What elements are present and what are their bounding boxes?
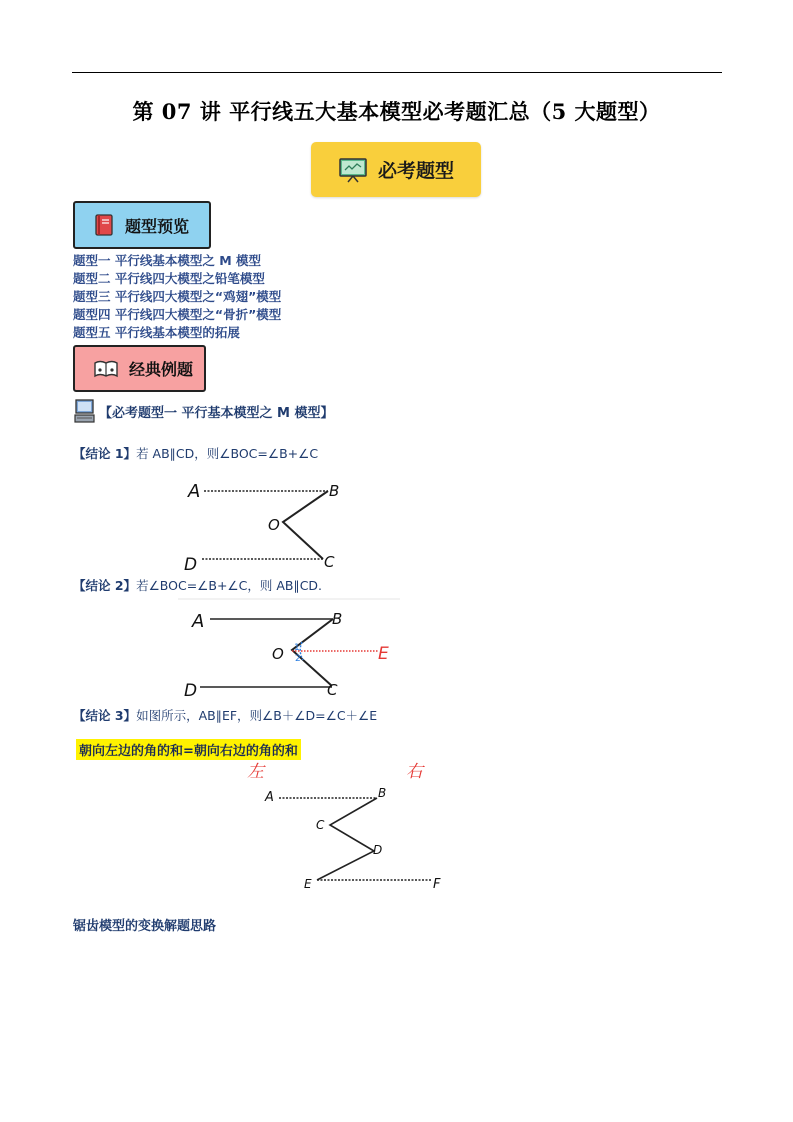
- footer-text: 锯齿模型的变换解题思路: [73, 919, 217, 934]
- svg-text:2: 2: [295, 654, 301, 664]
- computer-icon: [73, 398, 97, 424]
- conclusion-tag: 【结论 3】: [73, 708, 137, 723]
- toc-item[interactable]: 题型四 平行线四大模型之“骨折”模型: [73, 307, 282, 322]
- conclusion-tag: 【结论 2】: [73, 578, 137, 593]
- label-b: B: [378, 786, 387, 800]
- conclusion-3: [73, 706, 377, 724]
- svg-text:1: 1: [294, 643, 300, 653]
- annotation-left: 左: [247, 762, 264, 782]
- label-e: E: [304, 877, 312, 891]
- whiteboard-icon: [338, 157, 368, 183]
- conclusion-2: [73, 576, 322, 594]
- toc-item[interactable]: 题型二 平行线四大模型之铅笔模型: [73, 271, 265, 286]
- label-b: B: [332, 610, 343, 628]
- toc-list: [73, 252, 281, 342]
- label-d: D: [373, 843, 383, 857]
- section-heading-label: 【必考题型一 平行基本模型之 M 模型】: [99, 405, 334, 421]
- conclusion-text: 若 AB∥CD，则∠BOC=∠B+∠C: [136, 446, 319, 461]
- label-f: F: [433, 877, 441, 892]
- toc-item[interactable]: 题型五 平行线基本模型的拓展: [73, 325, 240, 340]
- label-a: A: [265, 790, 274, 805]
- book-icon: [93, 213, 115, 237]
- label-o: O: [272, 645, 284, 663]
- top-rule: [72, 72, 722, 73]
- label-c: C: [316, 818, 325, 832]
- must-test-label: 必考题型: [377, 160, 454, 182]
- conclusion-text: 如图所示，AB∥EF，则∠B＋∠D=∠C＋∠E: [136, 708, 378, 723]
- conclusion-1: [73, 444, 318, 462]
- conclusion-text: 若∠BOC=∠B+∠C，则 AB∥CD.: [136, 578, 323, 593]
- label-c: C: [327, 681, 338, 699]
- examples-badge: [73, 345, 206, 392]
- label-a: A: [192, 611, 205, 632]
- zigzag: [317, 798, 377, 880]
- label-o: O: [268, 516, 280, 534]
- zigzag-boc: [283, 491, 328, 559]
- toc-item[interactable]: 题型三 平行线四大模型之“鸡翅”模型: [73, 289, 282, 304]
- toc-item[interactable]: 题型一 平行线基本模型之 M 模型: [73, 253, 261, 268]
- section-heading: [73, 398, 334, 424]
- figure-2: [178, 598, 408, 702]
- label-e: E: [378, 644, 389, 664]
- label-a: A: [188, 481, 201, 502]
- figure-1: [178, 474, 348, 574]
- page-title: 第 07 讲 平行线五大基本模型必考题汇总（5 大题型）: [132, 99, 661, 124]
- open-book-icon: [93, 358, 119, 380]
- examples-label: 经典例题: [129, 360, 194, 379]
- conclusion-tag: 【结论 1】: [73, 446, 137, 461]
- label-d: D: [184, 555, 198, 574]
- label-d: D: [184, 681, 198, 701]
- preview-badge: [73, 201, 211, 249]
- label-b: B: [329, 482, 340, 500]
- highlight-note: 朝向左边的角的和=朝向右边的角的和: [76, 739, 301, 760]
- must-test-badge: [311, 142, 481, 197]
- figure-3: [240, 755, 460, 897]
- label-c: C: [324, 553, 335, 571]
- preview-label: 题型预览: [125, 216, 190, 236]
- annotation-right: 右: [406, 762, 423, 782]
